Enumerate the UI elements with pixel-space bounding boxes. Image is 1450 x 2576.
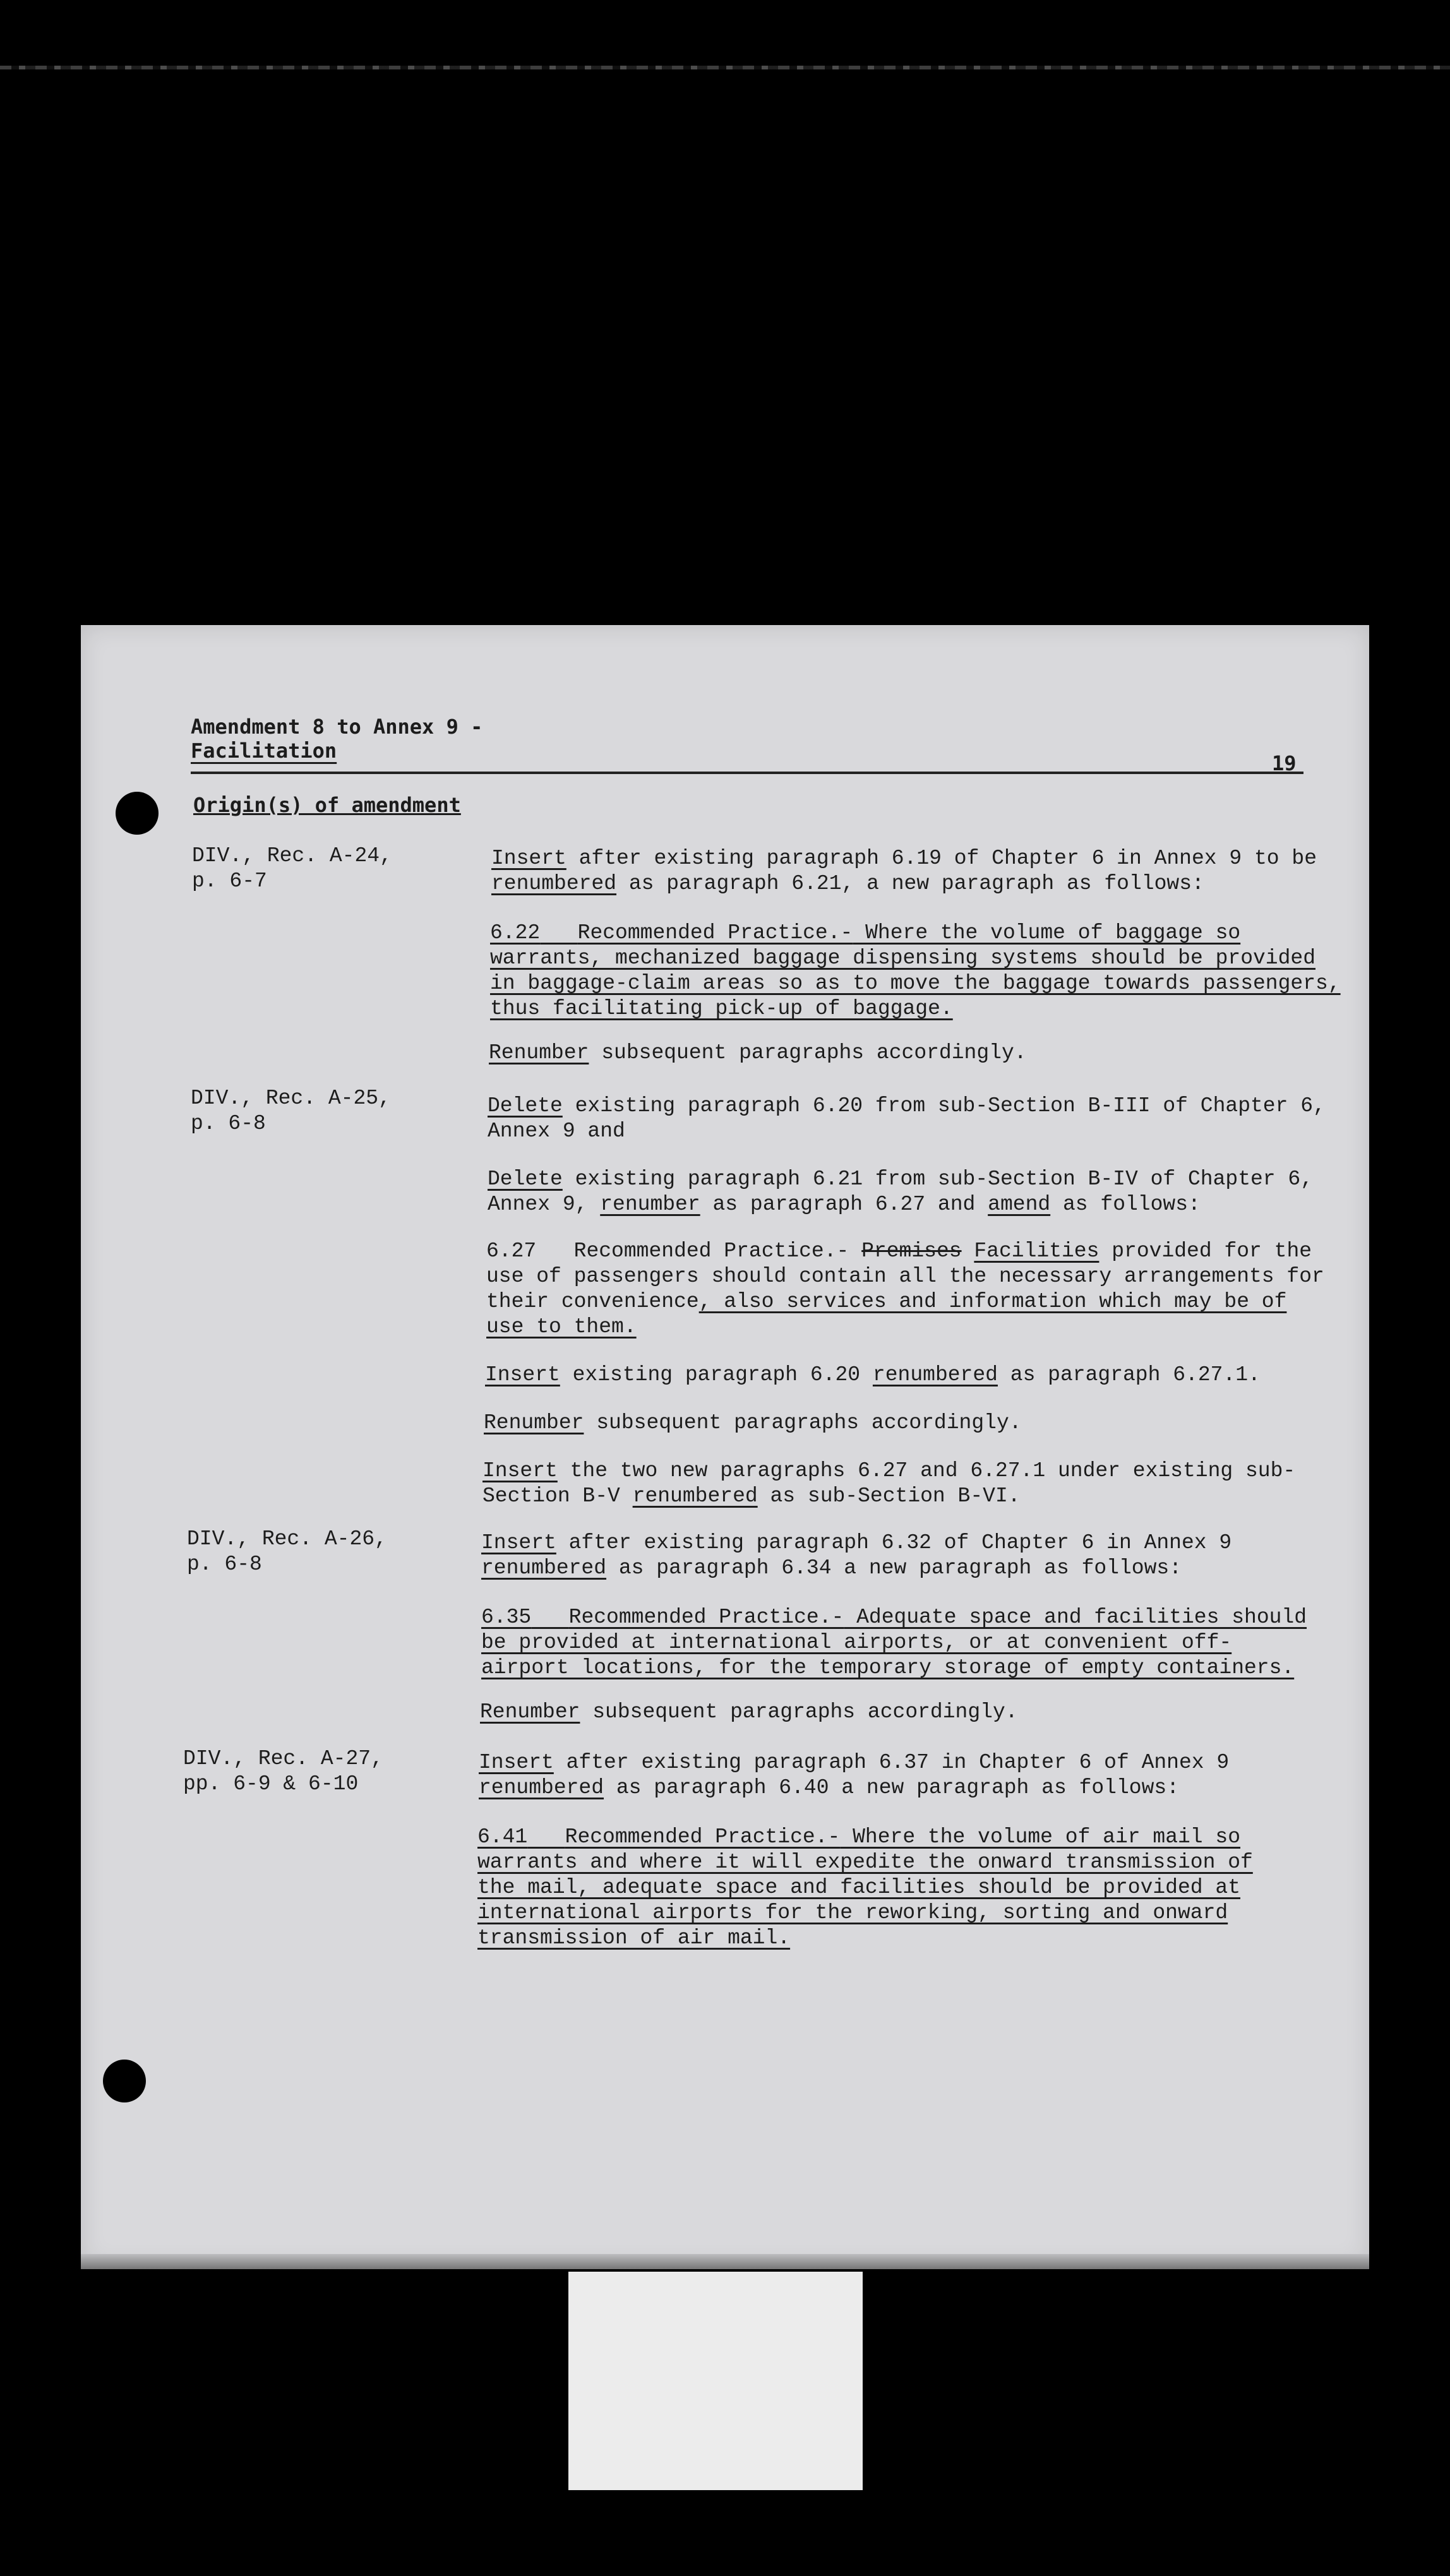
origin-heading: Origin(s) of amendment xyxy=(193,793,461,817)
origin-ref-a27: DIV., Rec. A-27, pp. 6-9 & 6-10 xyxy=(183,1747,383,1796)
new-paragraph-6-41: 6.41 Recommended Practice.- Where the volume of air mail so warrants and where it will expedite the onward transmission of the mail, adequate space and facilities should be provided at international airports for the reworking, sorting and onward transmission of air mail. xyxy=(477,1825,1253,1950)
origin-ref-a24: DIV., Rec. A-24, p. 6-7 xyxy=(192,844,392,893)
document-title: Amendment 8 to Annex 9 - Facilitation xyxy=(191,715,483,763)
punch-hole-bottom xyxy=(103,2060,146,2102)
instruction-renumber-2: Renumber subsequent paragraphs accordingly. xyxy=(484,1411,1022,1434)
instruction-insert-6-27-1: Insert existing paragraph 6.20 renumbered as paragraph 6.27.1. xyxy=(485,1363,1261,1386)
header-rule xyxy=(191,772,1303,774)
instruction-insert-subsection: Insert the two new paragraphs 6.27 and 6.27.1 under existing sub- Section B-V renumbered as sub-Section B-VI. xyxy=(482,1459,1296,1508)
film-edge-strip xyxy=(0,66,1450,69)
page-bottom-edge xyxy=(81,2254,1369,2269)
blank-card xyxy=(568,2272,863,2490)
punch-hole-top xyxy=(116,792,159,835)
instruction-delete-6-20: Delete existing paragraph 6.20 from sub-Section B-III of Chapter 6, Annex 9 and xyxy=(488,1094,1326,1143)
page-number: 19 xyxy=(1272,751,1297,775)
instruction-renumber-1: Renumber subsequent paragraphs accordingly. xyxy=(489,1041,1027,1064)
instruction-insert-6-34: Insert after existing paragraph 6.32 of Chapter 6 in Annex 9 renumbered as paragraph 6.34 a new paragraph as follows: xyxy=(481,1531,1232,1580)
origin-ref-a25: DIV., Rec. A-25, p. 6-8 xyxy=(191,1087,391,1135)
origin-ref-a26: DIV., Rec. A-26, p. 6-8 xyxy=(187,1527,387,1576)
new-paragraph-6-22: 6.22 Recommended Practice.- Where the volume of baggage so warrants, mechanized baggage dispensing systems should be provided in baggage-claim areas so as to move the baggage towards passengers, thus facilitating pick-up of baggage. xyxy=(490,921,1341,1020)
instruction-insert-6-21: Insert after existing paragraph 6.19 of Chapter 6 in Annex 9 to be renumbered as paragraph 6.21, a new paragraph as follows: xyxy=(491,847,1317,895)
instruction-insert-6-40: Insert after existing paragraph 6.37 in Chapter 6 of Annex 9 renumbered as paragraph 6.40 a new paragraph as follows: xyxy=(479,1751,1230,1799)
instruction-delete-6-21: Delete existing paragraph 6.21 from sub-Section B-IV of Chapter 6, Annex 9, renumber as paragraph 6.27 and amend as follows: xyxy=(488,1167,1314,1216)
new-paragraph-6-35: 6.35 Recommended Practice.- Adequate space and facilities should be provided at international airports, or at convenient off- airport locations, for the temporary storage of empty containers. xyxy=(481,1606,1307,1679)
amended-paragraph-6-27: 6.27 Recommended Practice.- Premises Facilities provided for the use of passengers should contain all the necessary arrangements for their convenience, also services and information which may be of use to them. xyxy=(486,1239,1324,1339)
instruction-renumber-3: Renumber subsequent paragraphs accordingly. xyxy=(480,1700,1018,1724)
